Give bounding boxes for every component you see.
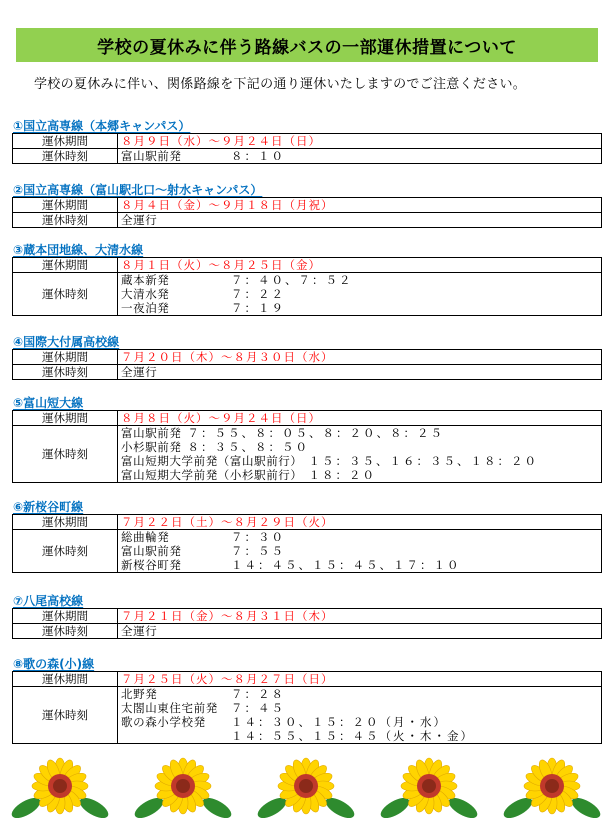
departure-times: ７：４０、７：５２: [231, 273, 353, 287]
departure-times: １８：２０: [308, 468, 376, 482]
suspension-period: ７月２１日（金）～８月３１日（木）: [118, 609, 602, 624]
departure-times: １５：３５、１６：３５、１８：２０: [308, 454, 538, 468]
suspended-times: [118, 624, 602, 639]
departure-times: １４：４５、１５：４５、１７：１０: [231, 558, 461, 572]
time-line: [121, 715, 601, 729]
route-title: ②国立高専線（富山駅北口～射水キャンパス）: [13, 183, 263, 197]
stop-name: 蔵本新発: [121, 273, 170, 287]
time-line: [121, 624, 601, 638]
stop-name: 全運行: [121, 213, 158, 227]
time-line: [121, 301, 601, 315]
time-line: [121, 454, 601, 468]
stop-name: 一夜泊発: [121, 301, 170, 315]
route-title: ⑧歌の森(小)線: [13, 657, 95, 671]
time-line: [121, 149, 601, 163]
stop-name: 全運行: [121, 624, 158, 638]
route-title: ④国際大付属高校線: [13, 335, 120, 349]
stop-name: 富山短期大学前発（小杉駅前行）: [121, 468, 303, 482]
departure-times: ７：２８: [231, 687, 285, 701]
time-line: [121, 287, 601, 301]
time-line: [121, 426, 601, 440]
stop-name: 富山短期大学前発（富山駅前行）: [121, 454, 303, 468]
time-line: [121, 468, 601, 482]
schedule-table: [12, 671, 602, 744]
times-label: 運休時刻: [13, 530, 118, 573]
sunflower-icon: [132, 758, 235, 822]
departure-times: ７：３０: [231, 530, 285, 544]
route-title: ⑥新桜谷町線: [13, 500, 84, 514]
suspension-period: ８月１日（火）～８月２５日（金）: [118, 258, 602, 273]
time-line: [121, 687, 601, 701]
route-title: ⑤富山短大線: [13, 396, 84, 410]
period-label: 運休期間: [13, 258, 118, 273]
stop-name: 新桜谷町発: [121, 558, 182, 572]
period-label: 運休期間: [13, 672, 118, 687]
suspension-period: ８月８日（火）～９月２４日（日）: [118, 411, 602, 426]
route-section: [12, 119, 602, 164]
departure-times: ８：１０: [231, 149, 285, 163]
stop-name: 富山駅前発: [121, 426, 182, 440]
sunflower-icon: [378, 758, 481, 822]
suspended-times: [118, 213, 602, 228]
period-label: 運休期間: [13, 411, 118, 426]
suspended-times: [118, 530, 602, 573]
times-label: 運休時刻: [13, 624, 118, 639]
period-label: 運休期間: [13, 609, 118, 624]
suspended-times: [118, 273, 602, 316]
suspended-times: [118, 365, 602, 380]
route-section: [12, 657, 602, 744]
times-label: 運休時刻: [13, 273, 118, 316]
times-label: 運休時刻: [13, 687, 118, 744]
route-section: [12, 396, 602, 483]
suspension-period: ７月２５日（火）～８月２７日（日）: [118, 672, 602, 687]
time-line: [121, 558, 601, 572]
suspended-times: [118, 426, 602, 483]
time-line: [121, 544, 601, 558]
sunflower-icon: [255, 758, 358, 822]
departure-times: ８：３５、８：５０: [187, 440, 309, 454]
period-label: 運休期間: [13, 350, 118, 365]
departure-times: ７：１９: [231, 301, 285, 315]
suspended-times: [118, 687, 602, 744]
time-line: [121, 701, 601, 715]
departure-times: １４：５５、１５：４５（火・木・金）: [231, 729, 474, 743]
departure-times: ７：５５、８：０５、８：２０、８：２５: [187, 426, 444, 440]
stop-name: 歌の森小学校発: [121, 715, 206, 729]
period-label: 運休期間: [13, 134, 118, 149]
route-title: ①国立高専線（本郷キャンパス）: [13, 119, 191, 133]
route-section: [12, 183, 602, 228]
route-title: ⑦八尾高校線: [13, 594, 84, 608]
stop-name: [121, 729, 231, 743]
page-title: 学校の夏休みに伴う路線バスの一部運休措置について: [16, 28, 598, 62]
time-line: [121, 440, 601, 454]
schedule-table: [12, 349, 602, 380]
route-section: [12, 594, 602, 639]
time-line: [121, 365, 601, 379]
stop-name: 大清水発: [121, 287, 170, 301]
schedule-table: [12, 133, 602, 164]
sunflower-icon: [9, 758, 112, 822]
departure-times: １４：３０、１５：２０（月・水）: [231, 715, 447, 729]
schedule-table: [12, 197, 602, 228]
route-section: [12, 243, 602, 316]
stop-name: 小杉駅前発: [121, 440, 182, 454]
stop-name: 富山駅前発: [121, 149, 182, 163]
times-label: 運休時刻: [13, 149, 118, 164]
times-label: 運休時刻: [13, 426, 118, 483]
stop-name: 北野発: [121, 687, 158, 701]
schedule-table: [12, 608, 602, 639]
stop-name: 総曲輪発: [121, 530, 170, 544]
schedule-table: [12, 514, 602, 573]
sunflower-decoration: [0, 756, 614, 822]
times-label: 運休時刻: [13, 213, 118, 228]
time-line: [121, 273, 601, 287]
times-label: 運休時刻: [13, 365, 118, 380]
intro-text: 学校の夏休みに伴い、関係路線を下記の通り運休いたしますのでご注意ください。: [34, 77, 527, 92]
time-line: [121, 729, 601, 743]
schedule-table: [12, 410, 602, 483]
stop-name: 太閤山東住宅前発: [121, 701, 218, 715]
departure-times: ７：２２: [231, 287, 285, 301]
schedule-table: [12, 257, 602, 316]
suspension-period: ８月４日（金）～９月１８日（月祝）: [118, 198, 602, 213]
route-title: ③蔵本団地線、大清水線: [13, 243, 144, 257]
departure-times: ７：４５: [231, 701, 285, 715]
departure-times: ７：５５: [231, 544, 285, 558]
sunflower-icon: [501, 758, 604, 822]
time-line: [121, 213, 601, 227]
route-section: [12, 500, 602, 573]
suspension-period: ７月２０日（木）～８月３０日（水）: [118, 350, 602, 365]
period-label: 運休期間: [13, 198, 118, 213]
suspension-period: ８月９日（水）～９月２４日（日）: [118, 134, 602, 149]
route-section: [12, 335, 602, 380]
time-line: [121, 530, 601, 544]
suspended-times: [118, 149, 602, 164]
suspension-period: ７月２２日（土）～８月２９日（火）: [118, 515, 602, 530]
stop-name: 富山駅前発: [121, 544, 182, 558]
period-label: 運休期間: [13, 515, 118, 530]
stop-name: 全運行: [121, 365, 158, 379]
